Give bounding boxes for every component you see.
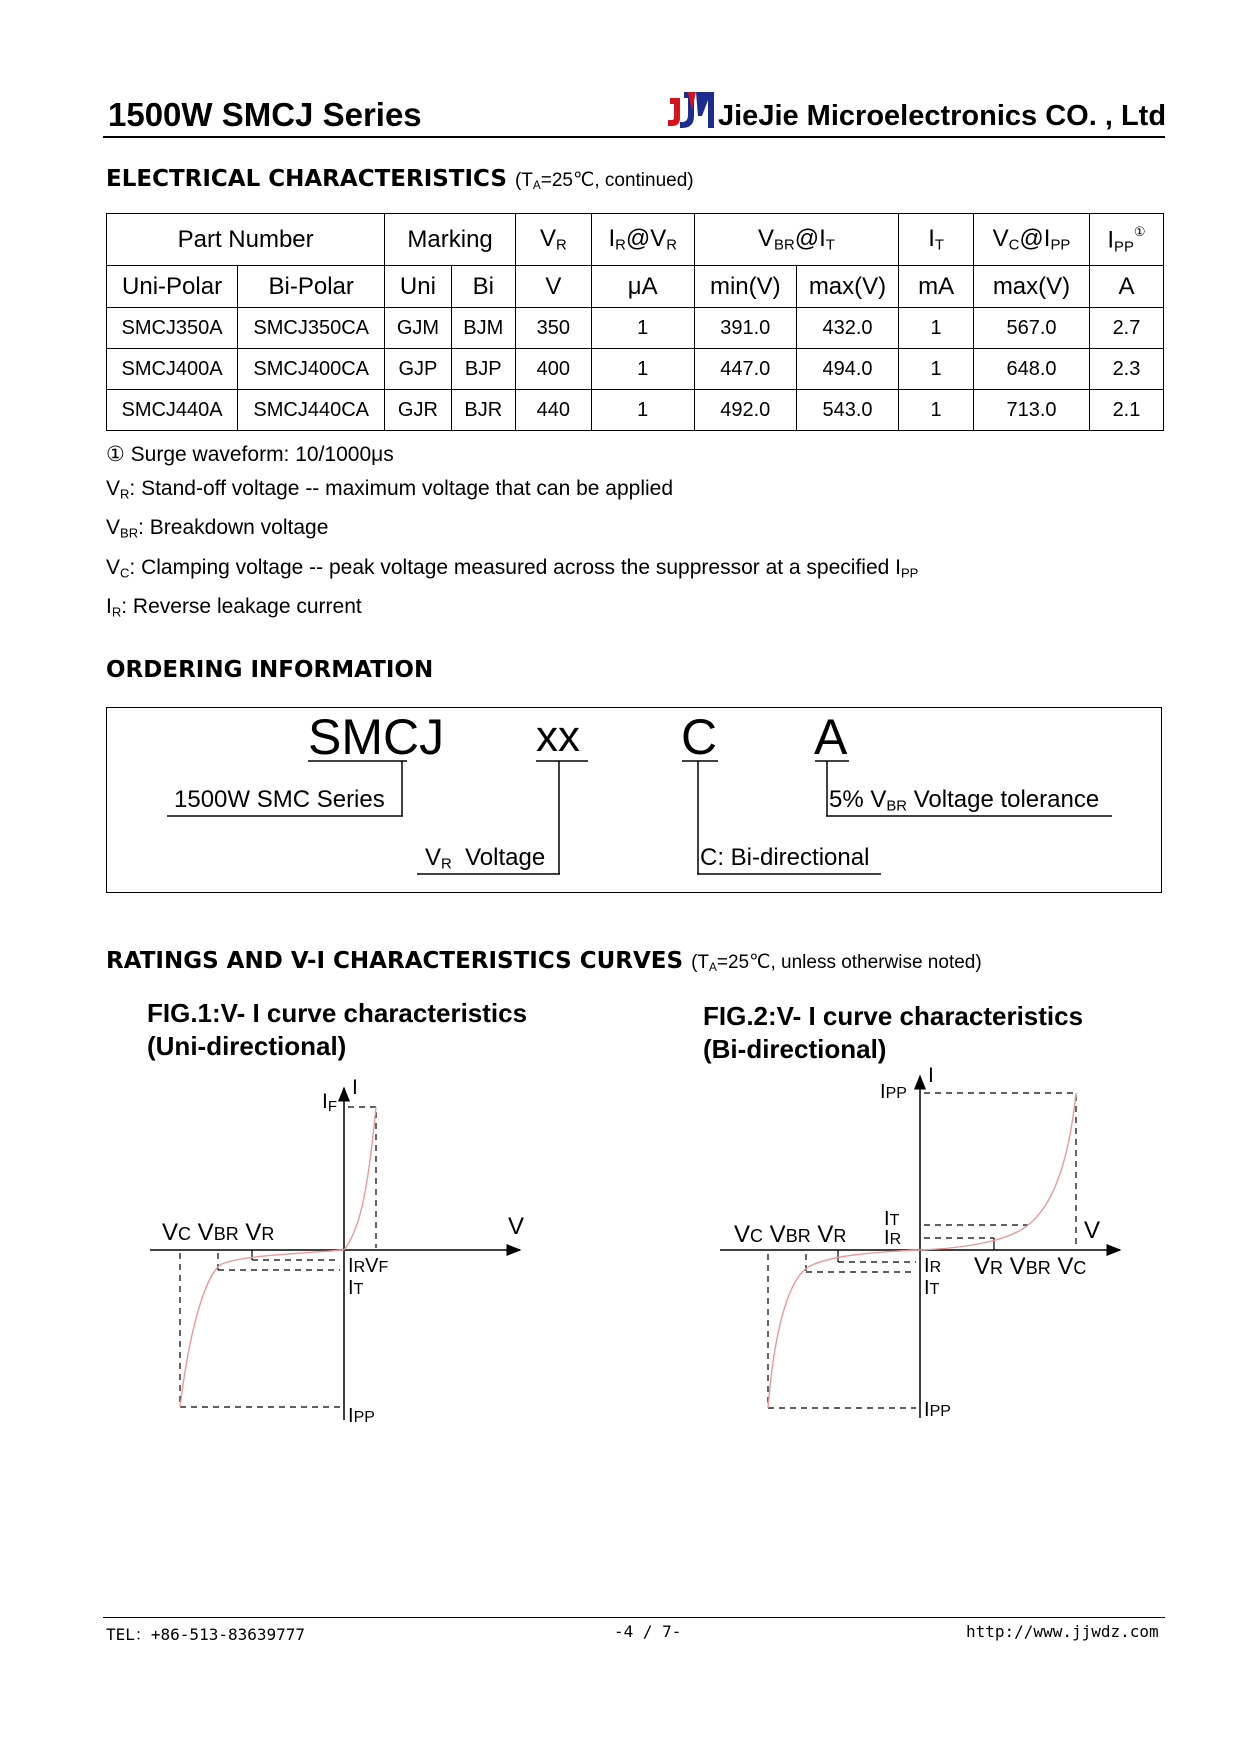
label-ir-top: IR (884, 1227, 902, 1249)
footer-url[interactable]: http://www.jjwdz.com (966, 1622, 1159, 1641)
fig1-guides (180, 1107, 376, 1407)
cell: 1 (591, 349, 694, 390)
cell: GJP (385, 349, 451, 390)
cell: 1 (591, 390, 694, 431)
cell: 432.0 (796, 308, 898, 349)
label-vc-vbr-vr: VC VBR VR (162, 1219, 275, 1246)
cell: 1 (591, 308, 694, 349)
note-vr: $V_R$: Stand-off voltage -- maximum voltage that can be applied (106, 477, 674, 502)
page-title: 1500W SMCJ Series (108, 96, 422, 133)
label-it: IT (348, 1277, 364, 1299)
sub-ma: mA (899, 266, 974, 308)
code-bidirectional: C (681, 709, 718, 765)
cell: 713.0 (974, 390, 1090, 431)
sub-max-v: max(V) (796, 266, 898, 308)
label-it-bottom: IT (924, 1277, 940, 1299)
cell: BJM (451, 308, 515, 349)
note-vc: $V_C$: Clamping voltage -- peak voltage measured across the suppressor at a specified $I_{PP}$ (106, 555, 919, 580)
fig2-vi-curve (710, 1060, 1130, 1430)
table-subheader-row (107, 266, 1164, 308)
cell: SMCJ350CA (238, 308, 385, 349)
cell: 350 (515, 308, 591, 349)
col-vc-at-ipp: $V_C@I_{PP}$ (974, 214, 1090, 266)
sub-a: A (1089, 266, 1163, 308)
fig1-forward-curve (344, 1107, 376, 1250)
label-ir-bottom: IR (924, 1255, 942, 1277)
cell: 1 (899, 390, 974, 431)
label-series: 1500W SMC Series (174, 786, 385, 813)
sub-min-v: min(V) (694, 266, 796, 308)
code-voltage: xx (536, 712, 580, 761)
definitions-notes (106, 438, 918, 629)
sub-ua: μA (591, 266, 694, 308)
cell: 543.0 (796, 390, 898, 431)
cell: GJR (385, 390, 451, 431)
cell: 567.0 (974, 308, 1090, 349)
cell: SMCJ440A (107, 390, 238, 431)
label-v: V (1084, 1217, 1101, 1244)
label-bidirectional: C: Bi-directional (700, 844, 870, 871)
sub-uni: Uni (385, 266, 451, 308)
electrical-section-title: ELECTRICAL CHARACTERISTICS ($T_A=25℃$, continued) (106, 166, 694, 192)
cell: SMCJ400A (107, 349, 238, 390)
sub-bi: Bi (451, 266, 515, 308)
col-it: $I_T$ (899, 214, 974, 266)
col-part-number: Part Number (107, 214, 385, 266)
footer-page-number: -4 / 7- (614, 1622, 682, 1641)
ordering-section-title: ORDERING INFORMATION (106, 657, 434, 683)
fig2-positive-curve (920, 1093, 1076, 1250)
label-if: IF (322, 1090, 338, 1115)
code-tolerance: A (814, 709, 848, 765)
label-v: V (508, 1213, 525, 1240)
cell: 648.0 (974, 349, 1090, 390)
company-name: JieJie Microelectronics CO. , Ltd (718, 100, 1167, 132)
cell: 447.0 (694, 349, 796, 390)
cell: 494.0 (796, 349, 898, 390)
label-i: I (928, 1064, 934, 1087)
fig1-title: FIG.1:V- I curve characteristics (Uni-directional) (147, 998, 528, 1061)
electrical-table (106, 213, 1164, 431)
company-logo (666, 88, 718, 130)
curves-section-title: RATINGS AND V-I CHARACTERISTICS CURVES ($T_A=25℃$, unless otherwise noted) (106, 948, 982, 974)
col-ipp: $I_{PP}^①$ (1089, 214, 1163, 266)
code-prefix: SMCJ (308, 709, 445, 765)
ordering-diagram (106, 707, 1162, 893)
sub-bi-polar: Bi-Polar (238, 266, 385, 308)
table-header-row (107, 214, 1164, 266)
cell: SMCJ440CA (238, 390, 385, 431)
note-surge: ① Surge waveform: 10/1000μs (106, 443, 394, 466)
note-vbr: $V_{BR}$: Breakdown voltage (106, 516, 329, 541)
cell: 1 (899, 308, 974, 349)
cell: GJM (385, 308, 451, 349)
label-ipp-bottom: IPP (924, 1399, 951, 1421)
label-ipp: IPP (348, 1405, 375, 1427)
label-vr-vbr-vc-pos: VR VBR VC (974, 1253, 1087, 1280)
cell: 2.7 (1089, 308, 1163, 349)
sub-v: V (515, 266, 591, 308)
cell: SMCJ400CA (238, 349, 385, 390)
cell: BJP (451, 349, 515, 390)
label-tolerance: 5% $V_{BR}$ Voltage tolerance (829, 786, 1100, 815)
footer-tel: TEL：+86-513-83639777 (106, 1625, 306, 1644)
fig1-reverse-curve (180, 1250, 344, 1407)
col-marking: Marking (385, 214, 516, 266)
table-row (107, 308, 1164, 349)
cell: 2.3 (1089, 349, 1163, 390)
label-i: I (352, 1076, 358, 1099)
fig2-title: FIG.2:V- I curve characteristics (Bi-directional) (703, 1001, 1084, 1064)
footer-divider (103, 1617, 1165, 1618)
note-ir: $I_R$: Reverse leakage current (106, 594, 362, 619)
label-it-top: IT (884, 1208, 900, 1230)
label-vc-vbr-vr-neg: VC VBR VR (734, 1221, 847, 1248)
cell: 1 (899, 349, 974, 390)
sub-uni-polar: Uni-Polar (107, 266, 238, 308)
cell: 400 (515, 349, 591, 390)
fig2-negative-curve (768, 1250, 920, 1408)
fig1-vi-curve (140, 1070, 540, 1430)
table-row (107, 349, 1164, 390)
cell: 440 (515, 390, 591, 431)
label-ir-vf: IRVF (348, 1255, 389, 1277)
sub-max-vc: max(V) (974, 266, 1090, 308)
cell: SMCJ350A (107, 308, 238, 349)
header-divider (103, 136, 1165, 138)
col-ir-at-vr: $I_R@V_R$ (591, 214, 694, 266)
cell: BJR (451, 390, 515, 431)
cell: 391.0 (694, 308, 796, 349)
table-row (107, 390, 1164, 431)
cell: 492.0 (694, 390, 796, 431)
label-ipp-top: IPP (880, 1081, 907, 1103)
col-vbr-at-it: $V_{BR}@I_T$ (694, 214, 898, 266)
cell: 2.1 (1089, 390, 1163, 431)
label-vr-voltage: $V_R$ Voltage (425, 844, 546, 873)
col-vr: $V_R$ (515, 214, 591, 266)
